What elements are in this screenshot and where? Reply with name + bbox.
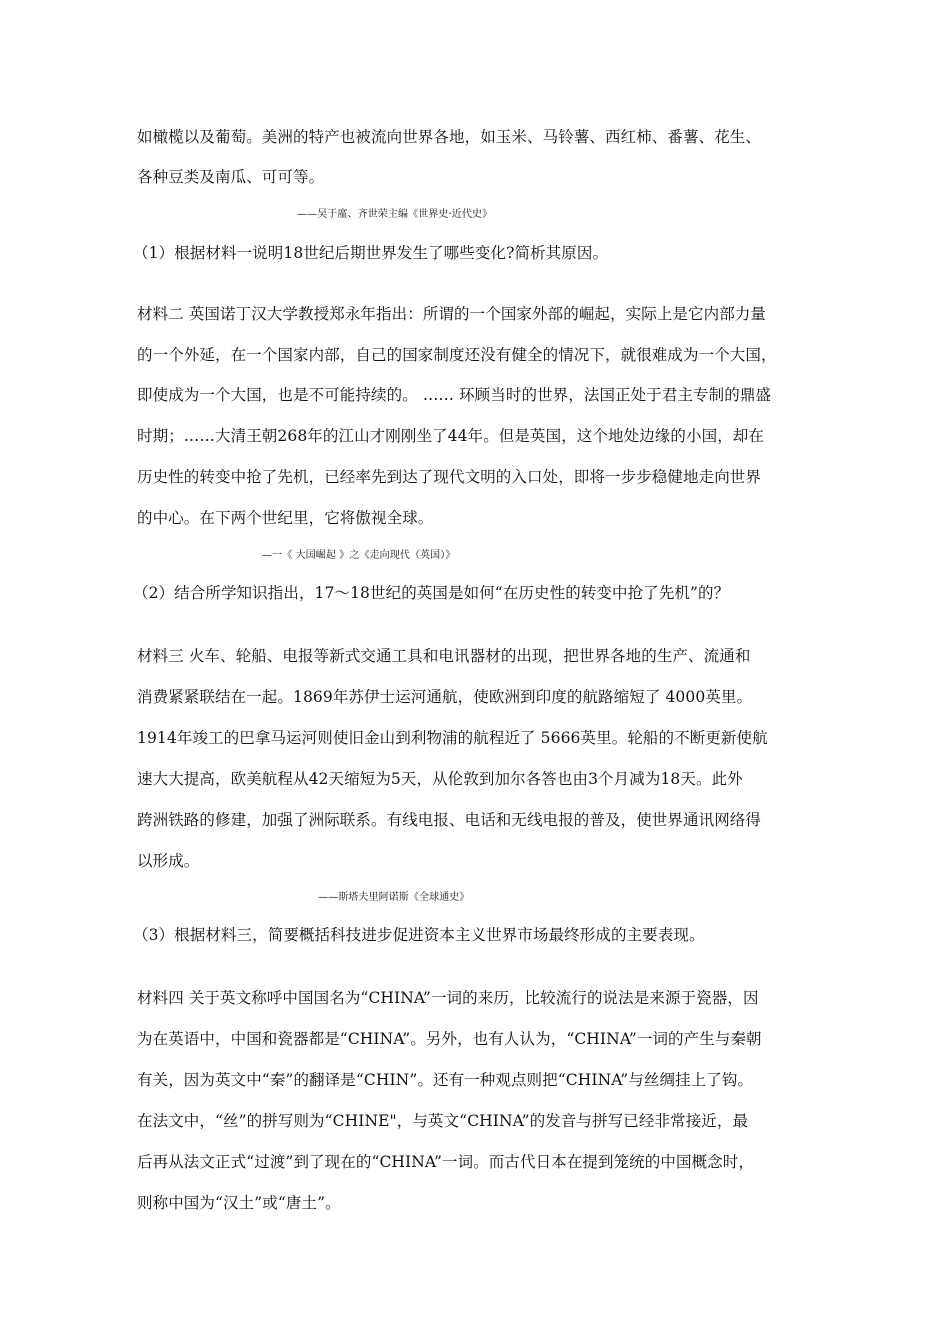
paragraph-line: 的中心。在下两个世纪里，它将傲视全球。: [137, 509, 434, 527]
paragraph-line: 速大大提高，欧美航程从42天缩短为5天，从伦敦到加尔各答也由3个月减为18天。此外: [137, 770, 743, 788]
paragraph-line: 各种豆类及南瓜、可可等。: [137, 168, 325, 186]
paragraph-line: 历史性的转变中抢了先机，已经率先到达了现代文明的入口处，即将一步步稳健地走向世界: [137, 468, 762, 486]
source-citation: —一《 大国崛起 》之《走向现代（英国）》: [262, 550, 456, 561]
source-citation: ——斯塔夫里阿诺斯《全球通史》: [318, 892, 470, 903]
paragraph-line: 跨洲铁路的修建，加强了洲际联系。有线电报、电话和无线电报的普及，使世界通讯网络得: [137, 811, 762, 829]
paragraph-line: 后再从法文正式“过渡”到了现在的“CHINA”一词。而古代日本在提到笼统的中国概念时，: [137, 1153, 754, 1171]
question-1: （1）根据材料一说明18世纪后期世界发生了哪些变化?简析其原因。: [133, 244, 609, 262]
paragraph-line: 以形成。: [137, 852, 200, 870]
paragraph-line: 消费紧紧联结在一起。1869年苏伊士运河通航，使欧洲到印度的航路缩短了 4000英里。: [137, 688, 753, 706]
paragraph-line: 时期；……大清王朝268年的江山才刚刚坐了44年。但是英国，这个地处边缘的小国，却在: [137, 427, 765, 445]
question-3: （3）根据材料三，简要概括科技进步促进资本主义世界市场最终形成的主要表现。: [133, 926, 705, 944]
paragraph-line: 1914年竣工的巴拿马运河则使旧金山到利物浦的航程近了 5666英里。轮船的不断更新使航: [137, 729, 768, 747]
paragraph-line: 即使成为一个大国，也是不可能持续的。 …… 环顾当时的世界，法国正处于君主专制的鼎盛: [137, 386, 772, 404]
question-2: （2）结合所学知识指出，17～18世纪的英国是如何“在历史性的转变中抢了先机”的？: [133, 584, 730, 602]
paragraph-line: 有关，因为英文中“秦”的翻译是“CHIN”。还有一种观点则把“CHINA”与丝绸挂上了钩。: [137, 1071, 754, 1089]
paragraph-line: 材料四 关于英文称呼中国国名为“CHINA”一词的来历，比较流行的说法是来源于瓷器，因: [137, 989, 759, 1007]
paragraph-line: 材料二 英国诺丁汉大学教授郑永年指出：所谓的一个国家外部的崛起，实际上是它内部力量: [137, 305, 767, 323]
paragraph-line: 为在英语中，中国和瓷器都是“CHINA”。另外，也有人认为，“CHINA”一词的产生与秦朝: [137, 1030, 762, 1048]
paragraph-line: 材料三 火车、轮船、电报等新式交通工具和电讯器材的出现，把世界各地的生产、流通和: [137, 647, 751, 665]
paragraph-line: 则称中国为“汉土”或“唐土”。: [137, 1194, 341, 1212]
paragraph-line: 的一个外延，在一个国家内部，自己的国家制度还没有健全的情况下，就很难成为一个大国，: [137, 346, 777, 364]
source-citation: ——吴于廑、齐世荣主编《世界史·近代史》: [297, 209, 493, 220]
paragraph-line: 在法文中，“丝”的拼写则为“CHINE"，与英文“CHINA”的发音与拼写已经非常接近，最: [137, 1112, 749, 1130]
paragraph-line: 如橄榄以及葡萄。美洲的特产也被流向世界各地，如玉米、马铃薯、西红柿、番薯、花生、: [137, 128, 762, 146]
